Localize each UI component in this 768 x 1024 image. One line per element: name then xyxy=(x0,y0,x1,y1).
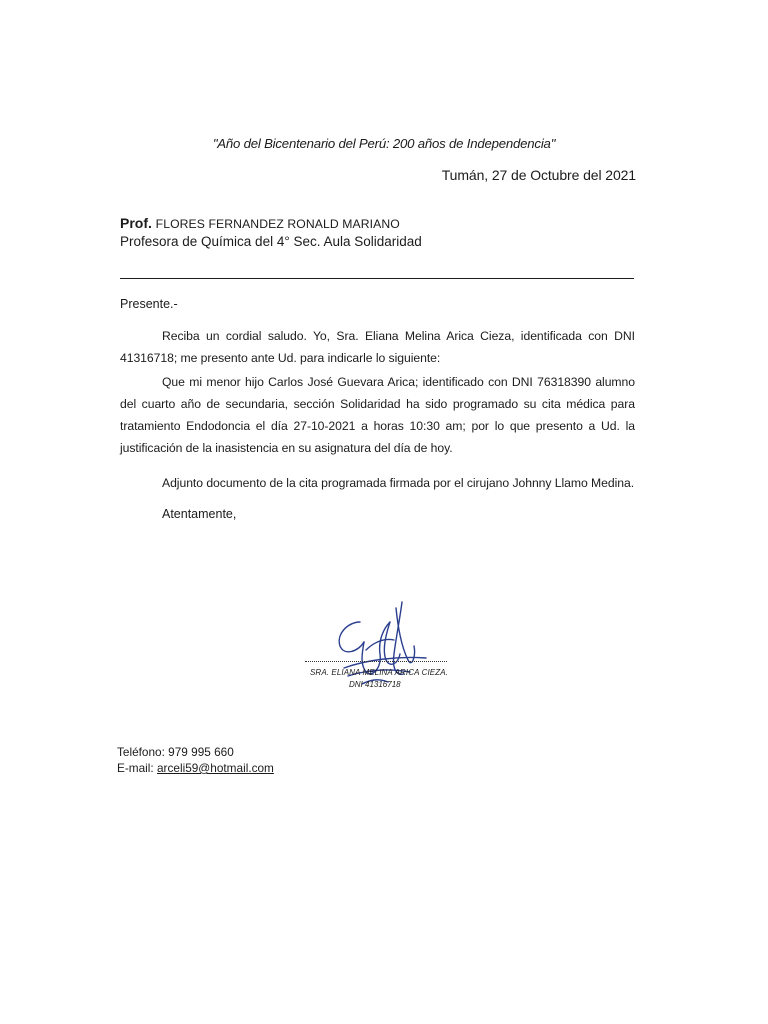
recipient-prefix: Prof. xyxy=(120,215,152,231)
email-label: E-mail: xyxy=(117,761,154,775)
email-link[interactable]: arceli59@hotmail.com xyxy=(157,761,274,775)
phone-number: 979 995 660 xyxy=(168,745,234,759)
recipient-name-line xyxy=(120,215,422,233)
contact-phone xyxy=(117,745,234,759)
signature-line xyxy=(305,661,447,662)
paragraph-introduction: Reciba un cordial saludo. Yo, Sra. Eliana Melina Arica Cieza, identificada con DNI 41316718; me presento ante Ud. para indicarle lo siguiente: xyxy=(120,329,635,365)
document-motto: "Año del Bicentenario del Perú: 200 años de Independencia" xyxy=(212,136,556,151)
recipient-name: FLORES FERNANDEZ RONALD MARIANO xyxy=(155,217,400,231)
signatory-name: SRA. ELIANA MELINA ARICA CIEZA. xyxy=(310,668,448,677)
paragraph-justification: Que mi menor hijo Carlos José Guevara Arica; identificado con DNI 76318390 alumno del cuarto año de secundaria, sección Solidaridad ha sido programado su cita médica para tratamiento Endodoncia el día 27-10-2021 a horas 10:30 am; por lo que presento a Ud. la justificación de la inasistencia en su asignatura del día de hoy. xyxy=(120,375,635,455)
closing-salutation: Atentamente, xyxy=(162,507,237,521)
contact-email xyxy=(117,761,274,775)
recipient-role: Profesora de Química del 4° Sec. Aula Solidaridad xyxy=(120,234,422,249)
place-and-date: Tumán, 27 de Octubre del 2021 xyxy=(441,167,636,183)
greeting: Presente.- xyxy=(120,297,178,311)
paragraph-attachment: Adjunto documento de la cita programada firmada por el cirujano Johnny Llamo Medina. xyxy=(162,476,635,490)
signatory-dni: DNI 41316718 xyxy=(349,680,401,689)
recipient-block xyxy=(120,215,422,250)
phone-label: Teléfono: xyxy=(117,745,165,759)
divider-line xyxy=(120,278,634,279)
